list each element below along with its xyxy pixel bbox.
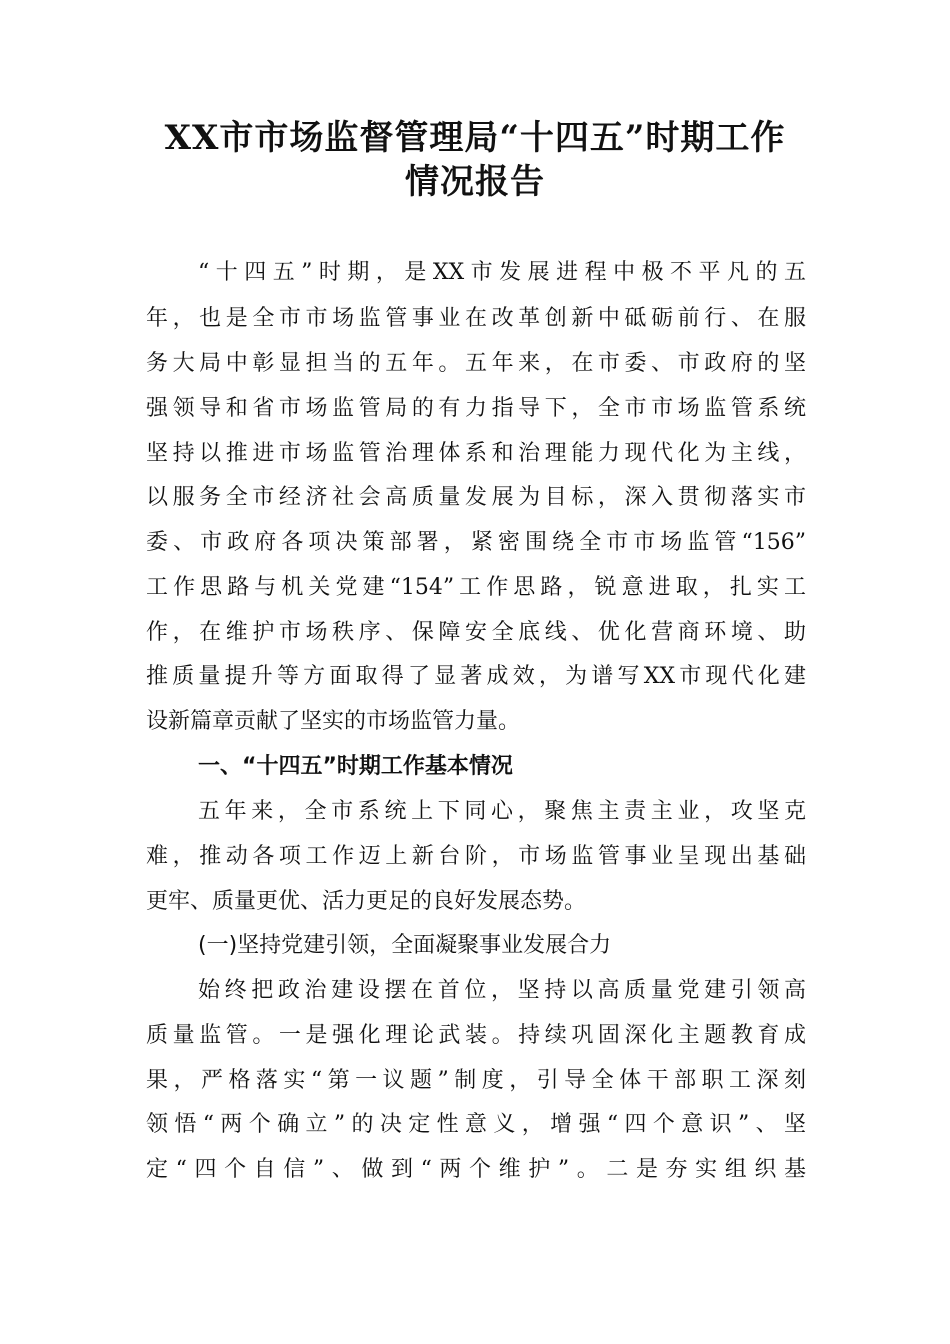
- paragraph-line: 工作思路与机关党建“154”工作思路，锐意进取，扎实工: [146, 575, 806, 600]
- paragraph-line: 委、市政府各项决策部署，紧密围绕全市市场监管“156”: [146, 530, 806, 555]
- paragraph-line: 定“四个自信”、做到“两个维护”。二是夯实组织基: [146, 1157, 806, 1182]
- paragraph-line: 以服务全市经济社会高质量发展为目标，深入贯彻落实市: [146, 485, 806, 510]
- paragraph-line: 果，严格落实“第一议题”制度，引导全体干部职工深刻: [146, 1068, 806, 1093]
- document-title-line-2: 情况报告: [405, 162, 545, 202]
- paragraph-line: 务大局中彰显担当的五年。五年来，在市委、市政府的坚: [146, 351, 806, 376]
- document-title-line-1: XX市市场监督管理局“十四五”时期工作: [164, 118, 786, 158]
- paragraph-line: 强领导和省市场监管局的有力指导下，全市市场监管系统: [146, 396, 806, 421]
- paragraph-line: 坚持以推进市场监管治理体系和治理能力现代化为主线，: [146, 441, 806, 466]
- paragraph-line: 领悟“两个确立”的决定性意义，增强“四个意识”、坚: [146, 1112, 806, 1137]
- paragraph-line: 作，在维护市场秩序、保障安全底线、优化营商环境、助: [146, 620, 806, 645]
- paragraph-line: 五年来，全市系统上下同心，聚焦主责主业，攻坚克: [198, 799, 806, 824]
- paragraph-line: 更牢、质量更优、活力更足的良好发展态势。: [146, 889, 587, 914]
- paragraph-line: 年，也是全市市场监管事业在改革创新中砥砺前行、在服: [146, 306, 806, 331]
- paragraph-line: “十四五”时期，是XX市发展进程中极不平凡的五: [198, 260, 806, 285]
- paragraph-line: 难，推动各项工作迈上新台阶，市场监管事业呈现出基础: [146, 844, 806, 869]
- subsection-heading: (一)坚持党建引领，全面凝聚事业发展合力: [198, 933, 612, 958]
- paragraph-line: 质量监管。一是强化理论武装。持续巩固深化主题教育成: [146, 1023, 806, 1048]
- section-heading: 一、“十四五”时期工作基本情况: [198, 754, 513, 779]
- paragraph-line: 始终把政治建设摆在首位，坚持以高质量党建引领高: [198, 978, 806, 1003]
- paragraph-line: 设新篇章贡献了坚实的市场监管力量。: [146, 709, 521, 734]
- paragraph-line: 推质量提升等方面取得了显著成效，为谱写XX市现代化建: [146, 664, 806, 689]
